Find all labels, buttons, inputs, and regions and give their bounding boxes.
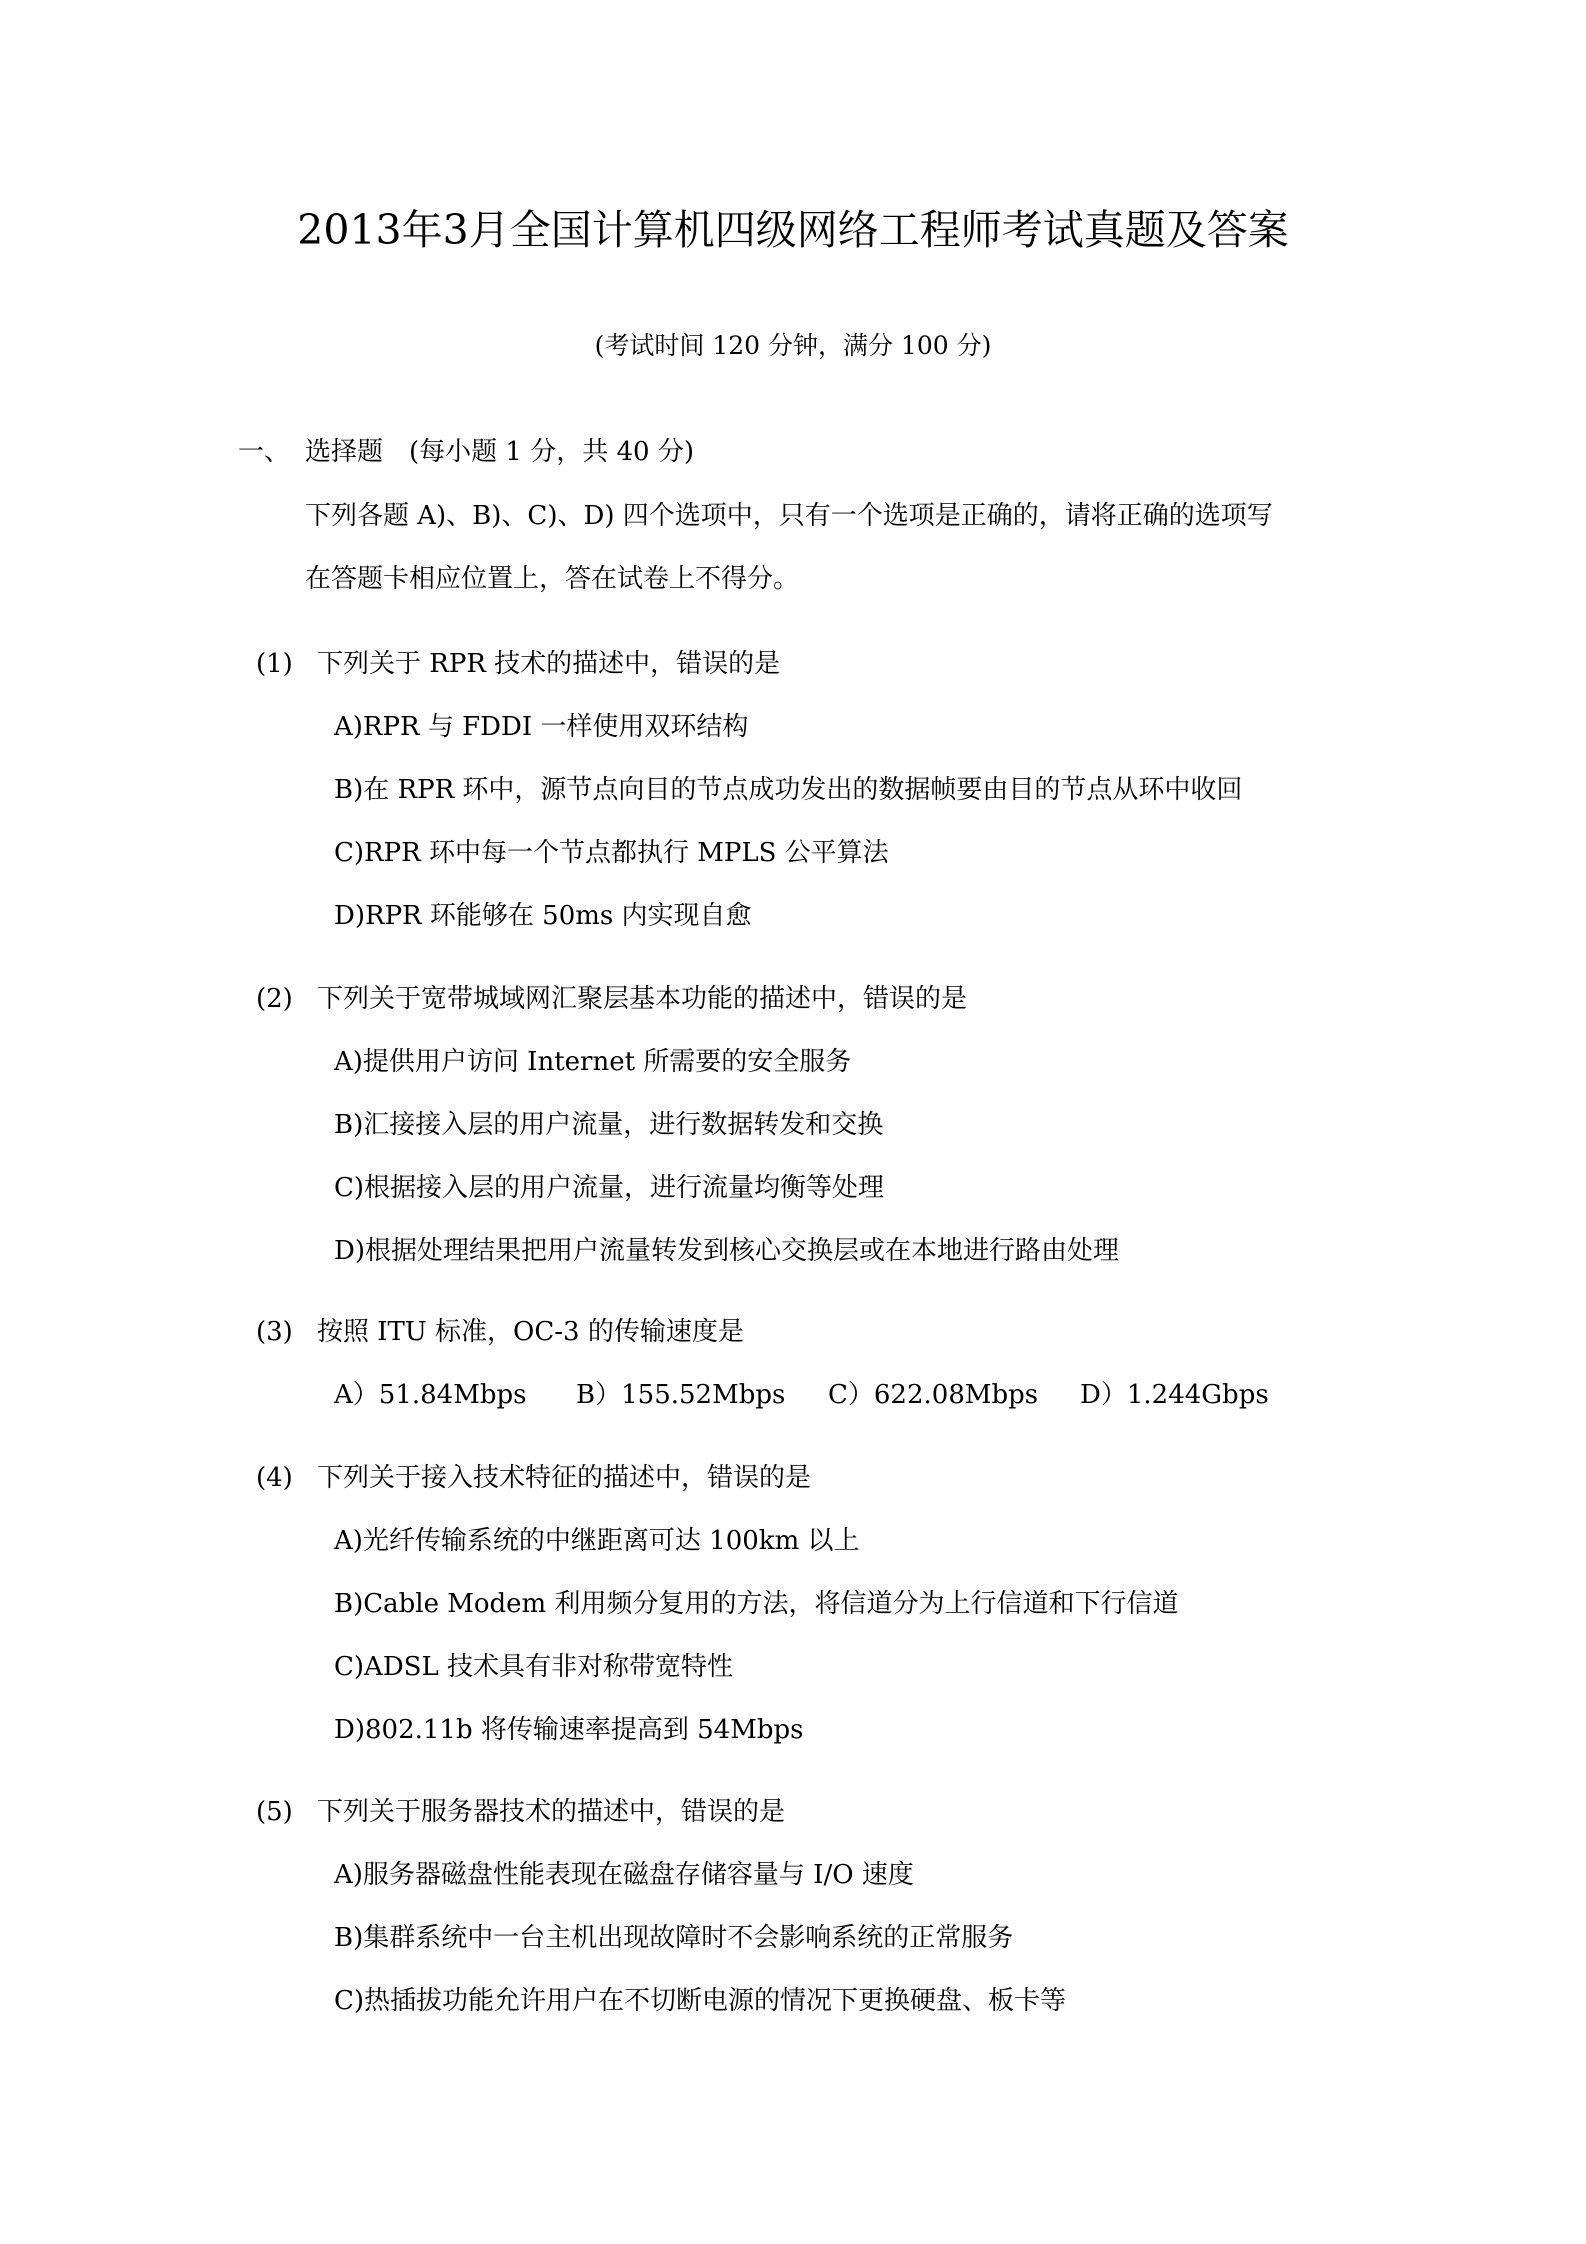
option-d: D)根据处理结果把用户流量转发到核心交换层或在本地进行路由处理 [334, 1236, 1119, 1266]
question-number: (4) [256, 1463, 293, 1493]
page-title: 2013年3月全国计算机四级网络工程师考试真题及答案 [297, 206, 1289, 254]
question-stem: 下列关于 RPR 技术的描述中，错误的是 [317, 649, 781, 679]
option-c: C)ADSL 技术具有非对称带宽特性 [334, 1652, 734, 1682]
section-instructions-line-1: 下列各题 A)、B)、C)、D) 四个选项中，只有一个选项是正确的，请将正确的选项写 [305, 501, 1273, 531]
option-a: A）51.84Mbps [334, 1380, 527, 1410]
question-stem: 下列关于服务器技术的描述中，错误的是 [317, 1797, 786, 1827]
section-instructions-line-2: 在答题卡相应位置上，答在试卷上不得分。 [305, 564, 800, 594]
option-d: D）1.244Gbps [1080, 1380, 1269, 1410]
option-c: C)根据接入层的用户流量，进行流量均衡等处理 [334, 1173, 885, 1203]
question-number: (5) [256, 1797, 293, 1827]
question-stem: 下列关于接入技术特征的描述中，错误的是 [317, 1463, 812, 1493]
option-b: B）155.52Mbps [576, 1380, 786, 1410]
exam-subtitle: (考试时间 120 分钟，满分 100 分) [594, 331, 992, 360]
question-number: (1) [256, 649, 293, 679]
question-stem: 下列关于宽带城域网汇聚层基本功能的描述中，错误的是 [317, 984, 968, 1014]
option-d: D)802.11b 将传输速率提高到 54Mbps [334, 1715, 804, 1745]
option-d: D)RPR 环能够在 50ms 内实现自愈 [334, 901, 752, 931]
section-number: 一、 [238, 437, 291, 467]
option-b: B)在 RPR 环中，源节点向目的节点成功发出的数据帧要由目的节点从环中收回 [334, 775, 1243, 805]
option-a: A)服务器磁盘性能表现在磁盘存储容量与 I/O 速度 [334, 1860, 914, 1890]
option-c: C）622.08Mbps [828, 1380, 1039, 1410]
question-stem: 按照 ITU 标准，OC-3 的传输速度是 [317, 1317, 744, 1347]
option-a: A)光纤传输系统的中继距离可达 100km 以上 [334, 1526, 860, 1556]
question-number: (2) [256, 984, 293, 1014]
option-a: A)RPR 与 FDDI 一样使用双环结构 [334, 712, 749, 742]
option-b: B)Cable Modem 利用频分复用的方法，将信道分为上行信道和下行信道 [334, 1589, 1179, 1619]
question-number: (3) [256, 1317, 293, 1347]
option-b: B)汇接接入层的用户流量，进行数据转发和交换 [334, 1110, 884, 1140]
section-title: 选择题 (每小题 1 分，共 40 分) [305, 437, 694, 467]
option-c: C)RPR 环中每一个节点都执行 MPLS 公平算法 [334, 838, 889, 868]
option-b: B)集群系统中一台主机出现故障时不会影响系统的正常服务 [334, 1923, 1014, 1953]
option-a: A)提供用户访问 Internet 所需要的安全服务 [334, 1047, 852, 1077]
option-c: C)热插拔功能允许用户在不切断电源的情况下更换硬盘、板卡等 [334, 1986, 1067, 2016]
